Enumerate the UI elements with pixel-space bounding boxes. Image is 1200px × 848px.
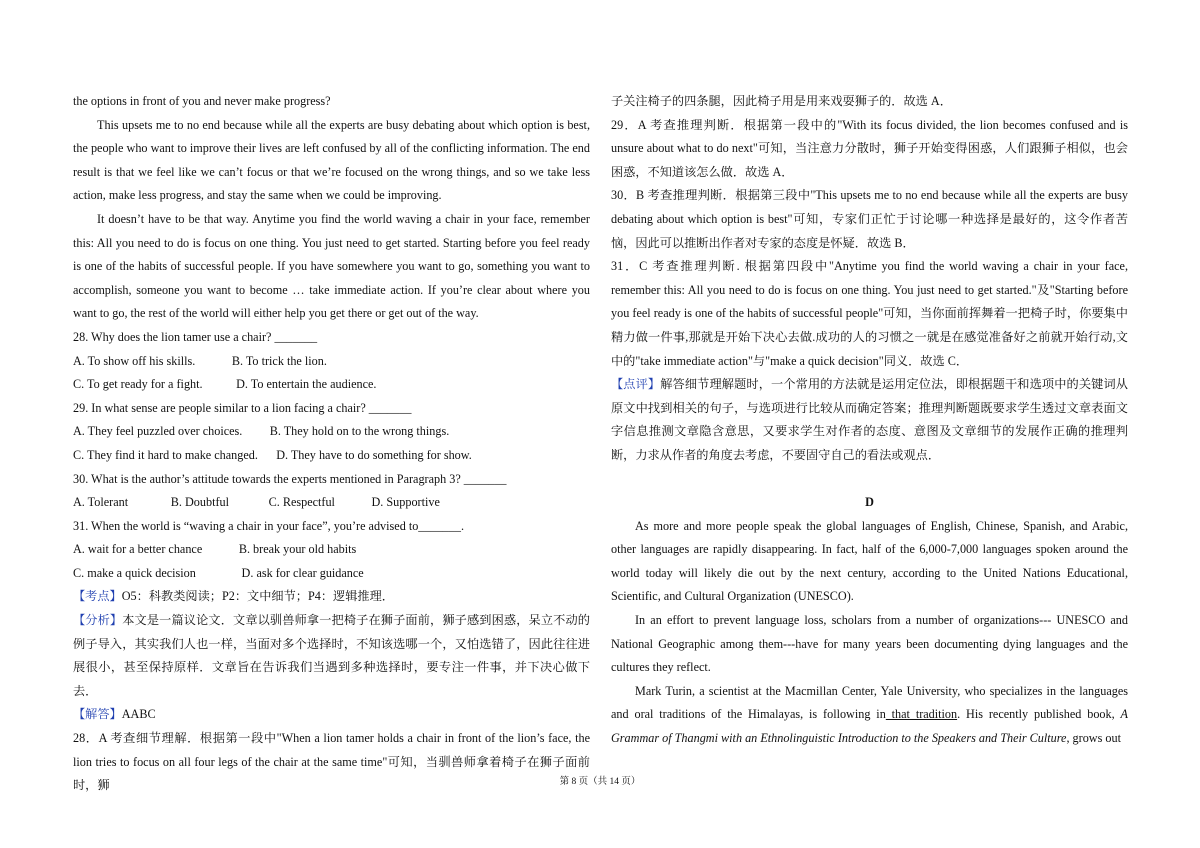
fenxi-section bbox=[73, 609, 590, 703]
kaodian-tag: 【考点】 bbox=[73, 589, 122, 604]
dianping-section bbox=[611, 373, 1128, 467]
spacer bbox=[611, 468, 1128, 492]
left-column bbox=[73, 90, 590, 798]
passage-d-p3-part-b: . His recently published book, bbox=[957, 707, 1121, 722]
question-31-options-cd: C. make a quick decision D. ask for clear guidance bbox=[73, 565, 364, 580]
answer-29: 29．A 考查推理判断．根据第一段中的"With its focus divided, the lion becomes confused and is unsure about what to do next"可知，当注意力分散时，狮子开始变得困惑，人们跟狮子相似，也会困惑，不知道该怎么做．故选 A． bbox=[611, 117, 1128, 179]
passage-d-p3-part-a: Mark Turin, a scientist at the Macmillan Center, Yale University, who specializes in the languages and oral traditions of the Himalayas, is following in bbox=[611, 683, 1128, 722]
dianping-text: 解答细节理解题时，一个常用的方法就是运用定位法，即根据题干和选项中的关键词从原文中找到相关的句子，与选项进行比较从而确定答案；推理判断题既要求学生透过文章表面文字信息推测文章隐含意思，又要求学生对作者的态度、意图及文章细节的发展作正确的推理判断，力求从作者的角度去考虑，不要固守自己的看法或观点． bbox=[611, 377, 1128, 462]
fenxi-tag: 【分析】 bbox=[73, 613, 123, 628]
answer-30: 30．B 考查推理判断．根据第三段中"This upsets me to no end because while all the experts are busy debating about which option is best"可知，专家们正忙于讨论哪一种选择是最好的，这令作者苦恼，因此可以推断出作者对专家的态度是怀疑．故选 B． bbox=[611, 188, 1128, 250]
question-29-options-ab: A. They feel puzzled over choices. B. They hold on to the wrong things. bbox=[73, 424, 450, 439]
passage-paragraph-4: It doesn’t have to be that way. Anytime you find the world waving a chair in your face, remember this: All you need to do is focus on one thing. You just need to get started. Starting before you feel ready is one of the habits of successful people. If you have somewhere you want to go, something you want to accomplish, someone you want to become … take immediate action. If you’re clear about where you want to go, the rest of the world will either help you get there or get out of the way. bbox=[73, 211, 590, 321]
dianping-tag: 【点评】 bbox=[611, 377, 661, 392]
passage-d-paragraph-1: As more and more people speak the global languages of English, Chinese, Spanish, and Arabic, other languages are rapidly disappearing. In fact, half of the 6,000-7,000 languages spoken around the world today will likely die out by the next century, according to the United Nations Educational, Scientific, and Cultural Organization (UNESCO). bbox=[611, 518, 1128, 604]
jieda-section bbox=[73, 703, 590, 727]
question-30: 30. What is the author’s attitude towards the experts mentioned in Paragraph 3? _______ bbox=[73, 471, 507, 486]
passage-d-paragraph-3 bbox=[611, 680, 1128, 751]
jieda-tag: 【解答】 bbox=[73, 707, 122, 722]
passage-continuation: the options in front of you and never make progress? bbox=[73, 94, 331, 108]
question-29-options-cd: C. They find it hard to make changed. D. They have to do something for show. bbox=[73, 447, 472, 462]
book-title: A Grammar of Thangmi with an Ethnolinguistic Introduction to the Speakers and Their Culture bbox=[611, 707, 1128, 746]
question-28-options-cd: C. To get ready for a fight. D. To entertain the audience. bbox=[73, 377, 377, 392]
question-28-options-ab: A. To show off his skills. B. To trick the lion. bbox=[73, 353, 327, 368]
right-column bbox=[611, 90, 1128, 751]
answer-28: 28．A 考查细节理解．根据第一段中"When a lion tamer holds a chair in front of the lion’s face, the lion tries to focus on all four legs of the chair at the same time"可知，当驯兽师拿着椅子在狮子面前时，狮 bbox=[73, 731, 590, 793]
answer-31: 31．C 考查推理判断. 根据第四段中"Anytime you find the world waving a chair in your face, remember this: All you need to do is focus on one thing. You just need to get started."及"Starting before you feel ready is one of the habits of successful people"可知，当你面前挥舞着一把椅子时，你要集中精力做一件事,那就是开始下决心去做.成功的人的习惯之一就是在感觉准备好之前就开始行动,文中的"take immediate action"与"make a quick decision"同义．故选 C． bbox=[611, 259, 1128, 368]
fenxi-text: 本文是一篇议论文．文章以驯兽师拿一把椅子在狮子面前，狮子感到困惑，呆立不动的例子导入，其实我们人也一样，当面对多个选择时，不知该选哪一个，又怕选错了，因此往往进展很小，甚至保持原样．文章旨在告诉我们当遇到多种选择时，要专注一件事，并下决心做下去． bbox=[73, 613, 590, 698]
question-28: 28. Why does the lion tamer use a chair? _______ bbox=[73, 329, 318, 344]
passage-paragraph-3: This upsets me to no end because while all the experts are busy debating about which option is best, the people who want to improve their lives are left confused by all of the conflicting information. The end result is that we feel like we can’t focus or that we’re focused on the wrong things, and so we take less action, make less progress, and stay the same when we could be improving. bbox=[73, 117, 590, 203]
page-footer: 第 8 页（共 14 页） bbox=[559, 777, 641, 787]
answer-28-continuation: 子关注椅子的四条腿，因此椅子用是用来戏耍狮子的．故选 A． bbox=[611, 94, 952, 108]
question-30-options: A. Tolerant B. Doubtful C. Respectful D. Supportive bbox=[73, 495, 440, 510]
question-31: 31. When the world is “waving a chair in your face”, you’re advised to_______. bbox=[73, 518, 465, 533]
question-31-options-ab: A. wait for a better chance B. break your old habits bbox=[73, 542, 357, 557]
passage-d-p3-part-c: , grows out bbox=[1066, 731, 1121, 746]
passage-d-paragraph-2: In an effort to prevent language loss, scholars from a number of organizations--- UNESCO and National Geographic among them---have for many years been documenting dying languages and the cultures they reflect. bbox=[611, 613, 1128, 675]
underlined-phrase: that tradition bbox=[885, 707, 958, 722]
section-d-heading: D bbox=[865, 495, 874, 510]
kaodian-text: O5：科教类阅读；P2：文中细节；P4：逻辑推理． bbox=[121, 589, 394, 604]
question-29: 29. In what sense are people similar to a lion facing a chair? _______ bbox=[73, 400, 412, 415]
kaodian-section bbox=[73, 585, 590, 609]
jieda-text: AABC bbox=[121, 707, 156, 722]
